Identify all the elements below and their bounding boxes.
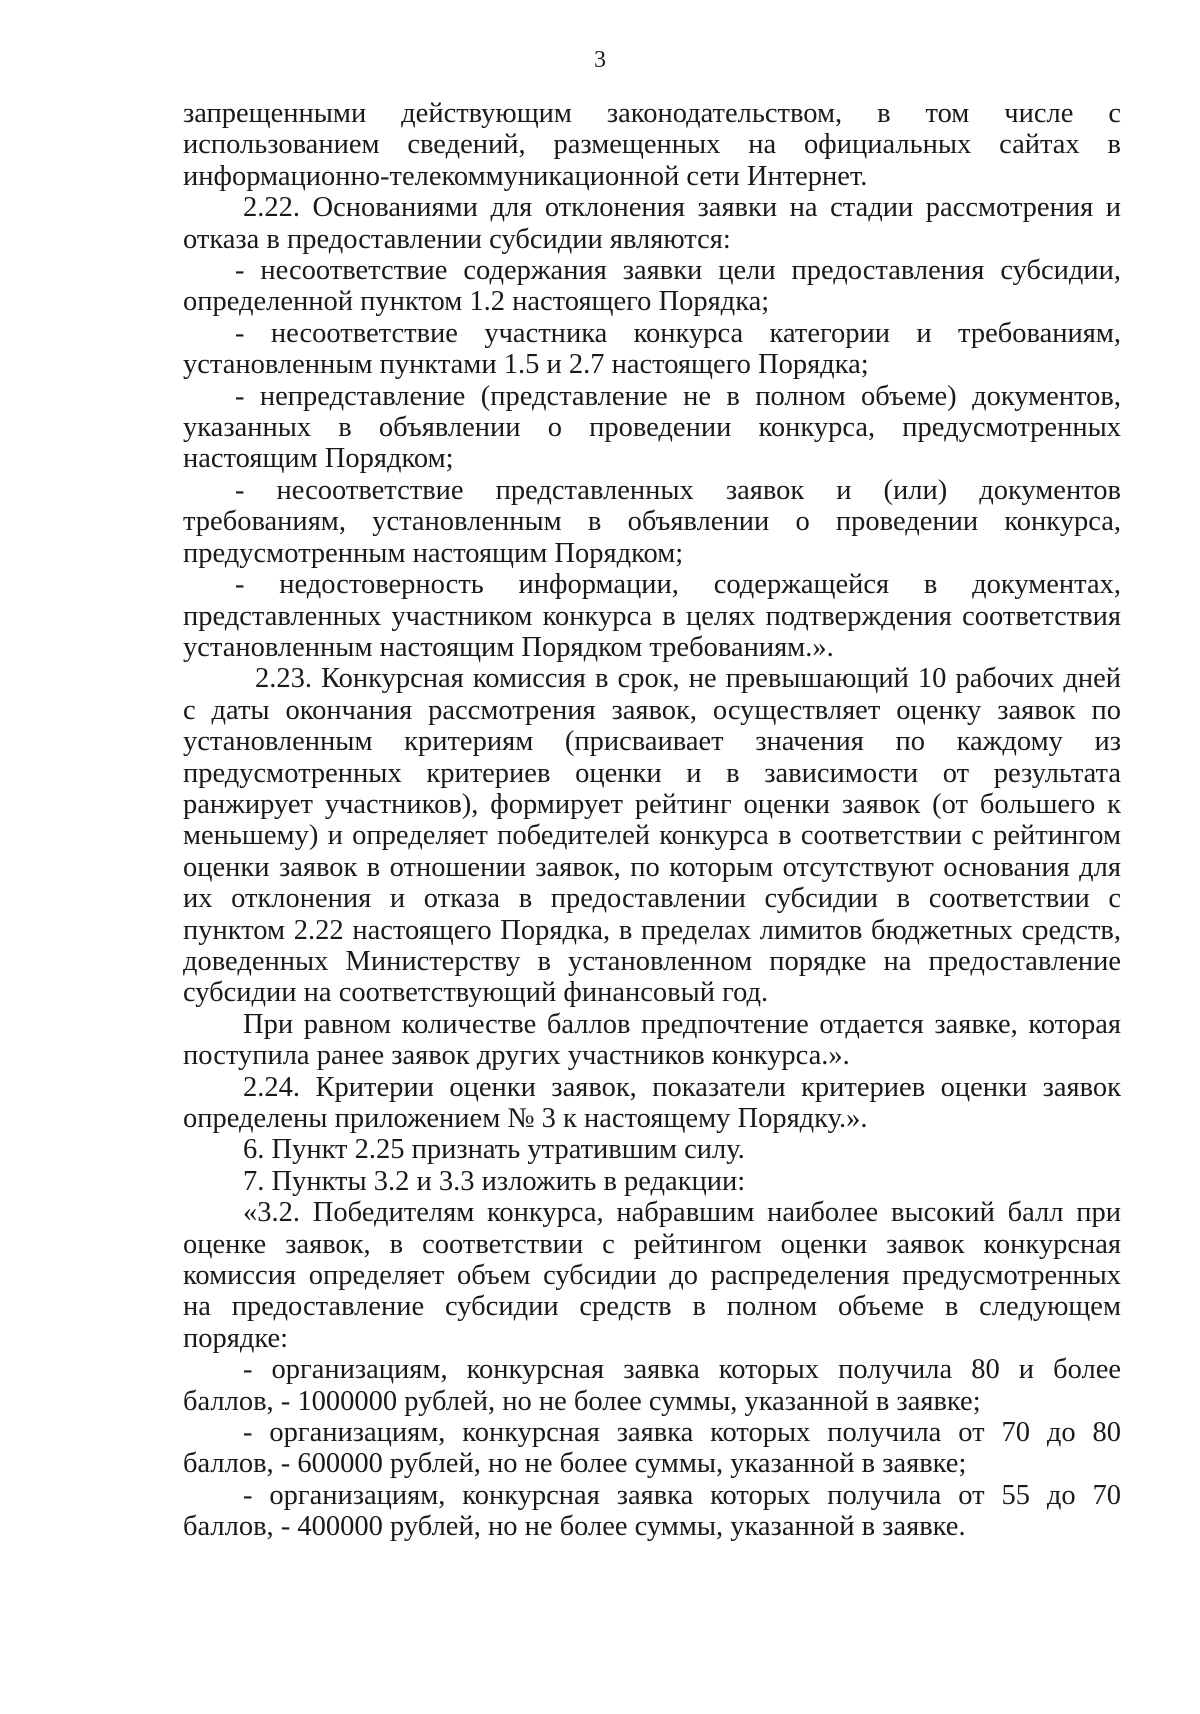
list-item-documents-missing: - непредставление (представление не в полном объеме) документов, указанных в объявлении о проведении конкурса, предусмотренных настоящим Порядком; [183, 380, 1121, 475]
paragraph-continuation: запрещенными действующим законодательством, в том числе с использованием сведений, размещенных на официальных сайтах в информационно-телекоммуникационной сети Интернет. [183, 98, 1121, 192]
list-item-purpose-mismatch: - несоответствие содержания заявки цели предоставления субсидии, определенной пунктом 1.2 настоящего Порядка; [183, 255, 1121, 318]
page-number: 3 [594, 47, 606, 73]
list-item-80-points: - организациям, конкурсная заявка которых получила 80 и более баллов, - 1000000 рублей, но не более суммы, указанной в заявке; [183, 1354, 1121, 1417]
paragraph-3-2: «3.2. Победителям конкурса, набравшим наиболее высокий балл при оценке заявок, в соответствии с рейтингом оценки заявок конкурсная комиссия определяет объем субсидии до распределения предусмотренных на предоставление субсидии средств в полном объеме в следующем порядке: [183, 1197, 1121, 1354]
document-body [183, 98, 1121, 1543]
paragraph-item-7: 7. Пункты 3.2 и 3.3 изложить в редакции: [243, 1165, 746, 1197]
paragraph-item-6: 6. Пункт 2.25 признать утратившим силу. [243, 1134, 745, 1166]
paragraph-2-24: 2.24. Критерии оценки заявок, показатели критериев оценки заявок определены приложением № 3 к настоящему Порядку.». [183, 1071, 1121, 1134]
list-item-70-80-points: - организациям, конкурсная заявка которых получила от 70 до 80 баллов, - 600000 рублей, но не более суммы, указанной в заявке; [183, 1417, 1121, 1480]
list-item-category-mismatch: - несоответствие участника конкурса категории и требованиям, установленным пунктами 1.5 и 2.7 настоящего Порядка; [183, 317, 1121, 381]
list-item-unreliable-information: - недостоверность информации, содержащейся в документах, представленных участником конкурса в целях подтверждения соответствия установленным настоящим Порядком требованиям.». [183, 569, 1121, 663]
list-item-55-70-points: - организациям, конкурсная заявка которых получила от 55 до 70 баллов, - 400000 рублей, но не более суммы, указанной в заявке. [183, 1479, 1121, 1543]
list-item-requirements-mismatch: - несоответствие представленных заявок и (или) документов требованиям, установленным в объявлении о проведении конкурса, предусмотренным настоящим Порядком; [183, 474, 1121, 569]
paragraph-equal-scores: При равном количестве баллов предпочтение отдается заявке, которая поступила ранее заявок других участников конкурса.». [183, 1008, 1121, 1072]
paragraph-2-23: 2.23. Конкурсная комиссия в срок, не превышающий 10 рабочих дней с даты окончания рассмотрения заявок, осуществляет оценку заявок по установленным критериям (присваивает значения по каждому из предусмотренных критериев оценки и в зависимости от результата ранжирует участников), формирует рейтинг оценки заявок (от большего к меньшему) и определяет победителей конкурса в соответствии с рейтингом оценки заявок в отношении заявок, по которым отсутствуют основания для их отклонения и отказа в предоставлении субсидии в соответствии с пунктом 2.22 настоящего Порядка, в пределах лимитов бюджетных средств, доведенных Министерству в установленном порядке на предоставление субсидии на соответствующий финансовый год. [183, 663, 1121, 1009]
paragraph-2-22: 2.22. Основаниями для отклонения заявки на стадии рассмотрения и отказа в предоставлении субсидии являются: [183, 192, 1121, 255]
